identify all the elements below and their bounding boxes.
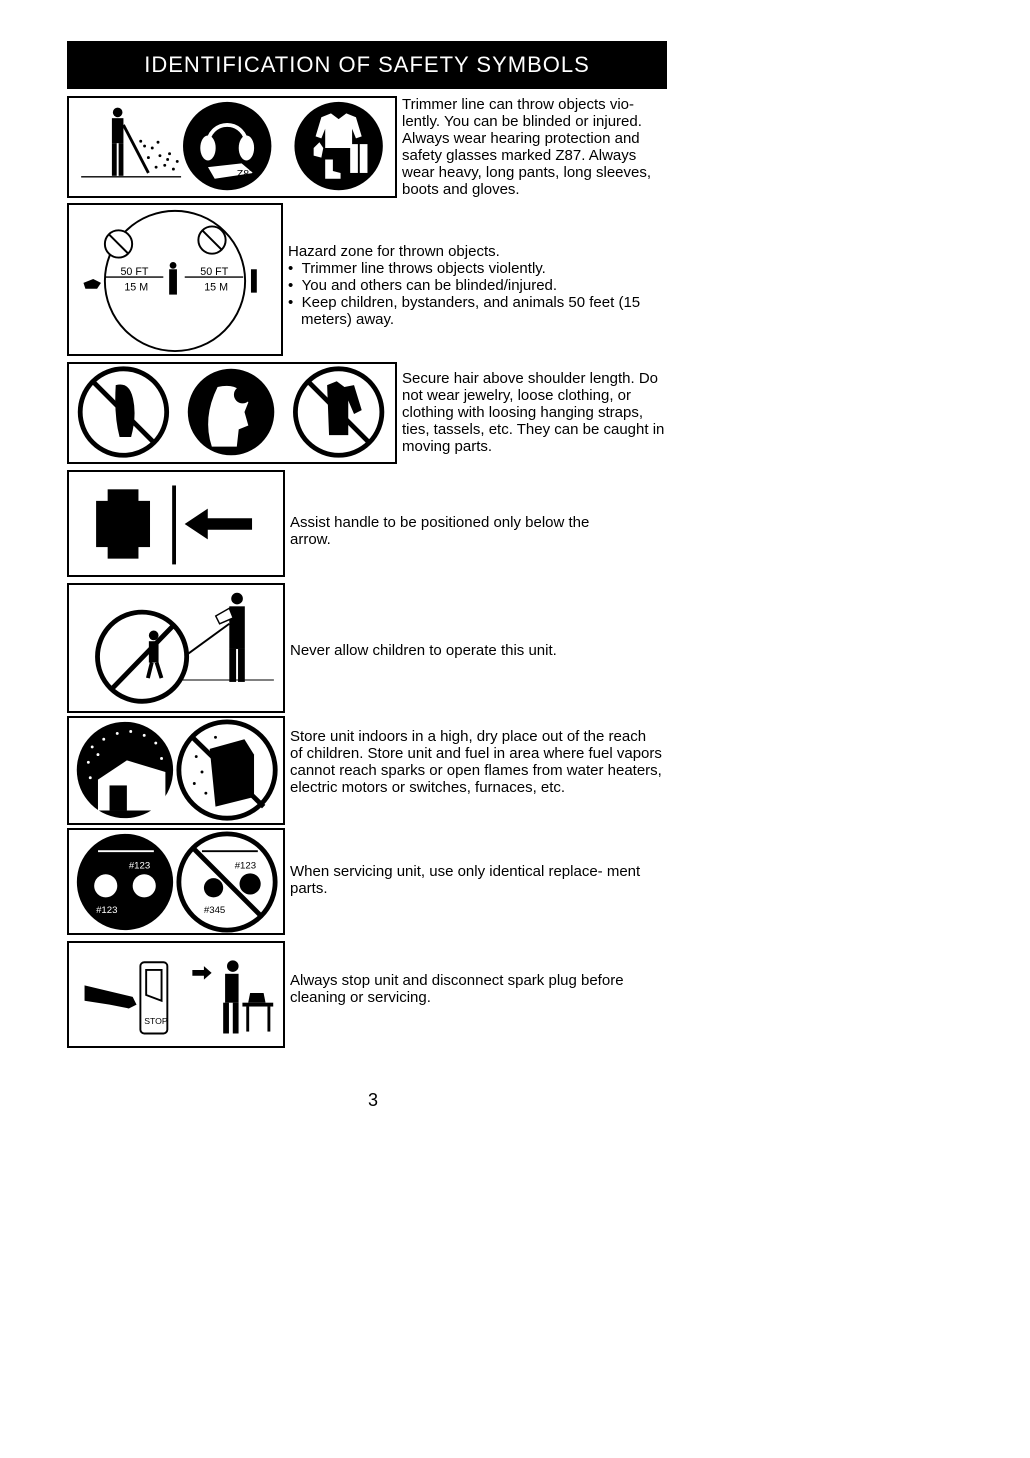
storage-symbol-box [67, 716, 285, 825]
stop-symbols [69, 943, 283, 1046]
handle-symbols [69, 472, 283, 575]
hazard-zone-heading: Hazard zone for thrown objects. [288, 243, 500, 260]
arrow-right-icon [192, 966, 211, 979]
no-outdoor-storage-icon [179, 722, 275, 818]
children-text: Never allow children to operate this unit. [290, 642, 557, 659]
assist-handle-arrow-icon [96, 485, 252, 564]
no-long-hair-icon [80, 369, 166, 455]
hazard-zone-diagram [69, 205, 281, 354]
z87-label: Z87 [236, 167, 255, 180]
hair-symbols [69, 364, 395, 462]
section-title-banner [67, 41, 667, 89]
part-number-bottom: #123 [96, 904, 118, 916]
no-different-parts-icon [179, 834, 275, 930]
parts-text: When servicing unit, use only identical replace- ment parts. [290, 863, 641, 897]
stop-label: STOP [144, 1015, 168, 1026]
stop-switch-icon [85, 962, 168, 1033]
distance-ft-left: 50 FT [120, 266, 149, 279]
protection-symbol-box [67, 96, 397, 198]
hair-text: Secure hair above shoulder length. Do not wear jewelry, loose clothing, or clothing with loosing hanging straps, ties, tassels, etc. They can be caught in moving parts. [402, 370, 665, 455]
hearing-eye-protection-icon [183, 102, 271, 190]
no-animals-icon [105, 230, 132, 257]
adult-with-trimmer-icon [187, 593, 245, 682]
protection-symbols [69, 98, 395, 196]
page-title: IDENTIFICATION OF SAFETY SYMBOLS [144, 52, 590, 77]
no-bystanders-icon [198, 226, 225, 253]
distance-ft-right: 50 FT [200, 266, 229, 279]
no-children-icon [97, 612, 186, 701]
part-number-top: #123 [128, 860, 151, 872]
distance-m-left: 15 M [124, 281, 149, 294]
hazard-bullet: • Keep children, bystanders, and animals 50 feet (15 meters) away. [288, 294, 668, 328]
indoor-storage-icon [77, 722, 173, 818]
hair-secured-icon [188, 369, 274, 455]
hair-symbol-box [67, 362, 397, 464]
parts-symbol-box [67, 828, 285, 935]
page-number: 3 [368, 1090, 379, 1110]
children-symbols [69, 585, 283, 711]
identical-parts-icon [77, 834, 173, 930]
part-number-wrong: #345 [203, 904, 226, 916]
hazard-bullet: • Trimmer line throws objects violently. [288, 260, 668, 277]
part-number-old: #123 [234, 860, 257, 872]
hazard-zone-text [288, 243, 668, 328]
servicing-icon [223, 960, 273, 1033]
handle-symbol-box [67, 470, 285, 577]
protection-text: Trimmer line can throw objects vio- lently. You can be blinded or injured. Always wear hearing protection and safety glasses marked Z87. Always wear heavy, long pants, long sleeves, boots and gloves. [402, 96, 652, 198]
animal-icon [83, 279, 101, 289]
bystander-icon [251, 269, 257, 292]
stop-text: Always stop unit and disconnect spark plug before cleaning or servicing. [290, 972, 624, 1006]
operator-icon [169, 262, 177, 295]
storage-symbols [69, 718, 283, 823]
hazard-bullet: • You and others can be blinded/injured. [288, 277, 668, 294]
children-symbol-box [67, 583, 285, 713]
handle-text: Assist handle to be positioned only below the arrow. [290, 514, 590, 548]
parts-symbols [69, 830, 283, 933]
no-loose-clothing-icon [295, 369, 381, 455]
hazard-zone-symbol-box [67, 203, 283, 356]
distance-m-right: 15 M [204, 281, 229, 294]
stop-symbol-box [67, 941, 285, 1048]
thrown-objects-icon [81, 108, 181, 177]
storage-text: Store unit indoors in a high, dry place out of the reach of children. Store unit and fuel in area where fuel vapors cannot reach sparks or open flames from water heaters, electric motors or switches, furnaces, etc. [290, 728, 662, 796]
protective-clothing-icon [294, 102, 382, 190]
